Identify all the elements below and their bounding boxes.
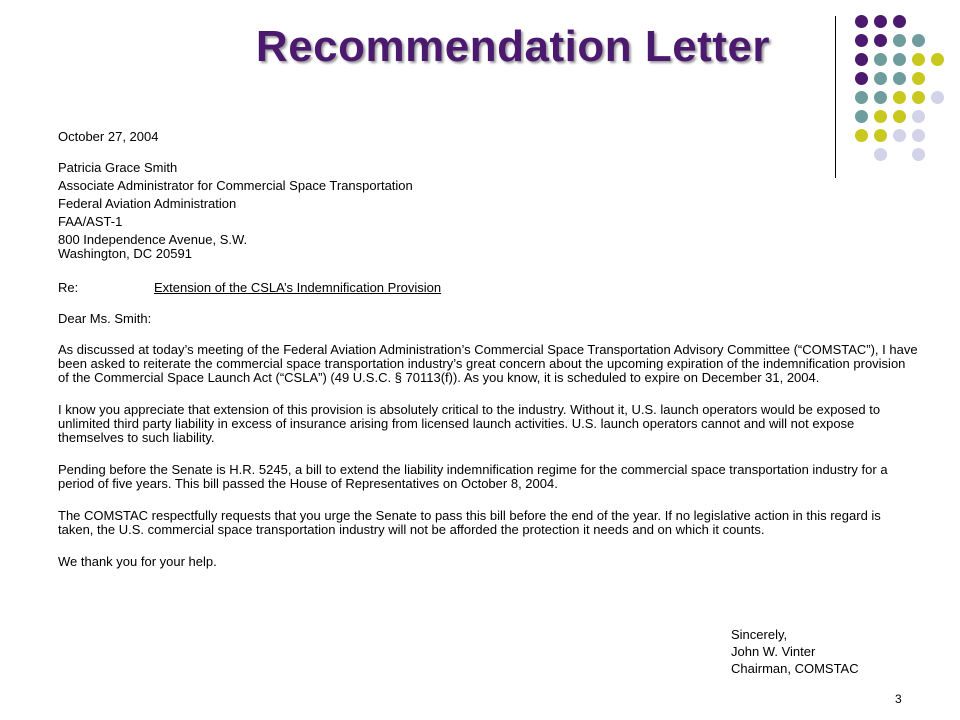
decor-dot: [893, 110, 906, 123]
decor-dot: [874, 91, 887, 104]
page-number: 3: [895, 692, 902, 706]
signer-name: John W. Vinter: [731, 644, 816, 659]
body-paragraph-4: The COMSTAC respectfully requests that you urge the Senate to pass this bill before the end of the year. If no legislative action in this regard is taken, the U.S. commercial space transportation industry will not be afforded the protection it needs and on which it counts.: [58, 508, 881, 537]
decor-dot: [874, 110, 887, 123]
decor-dot: [855, 110, 868, 123]
decor-dot: [874, 72, 887, 85]
thanks-line: We thank you for your help.: [58, 554, 217, 569]
re-line: [58, 281, 918, 295]
recipient-agency: Federal Aviation Administration: [58, 196, 237, 211]
body-paragraph-1: As discussed at today’s meeting of the Federal Aviation Administration’s Commercial Space Transportation Advisory Committee (“COMSTAC”), I have been asked to reiterate the commercial space transportation industry’s great concern about the upcoming expiration of the indemnification provision of the Commercial Space Launch Act (“CSLA”) (49 U.S.C. § 70113(f)). As you know, it is scheduled to expire on December 31, 2004.: [58, 342, 918, 385]
re-subject: Extension of the CSLA’s Indemnification Provision: [154, 280, 442, 295]
recipient-position: Associate Administrator for Commercial Space Transportation: [58, 178, 413, 193]
decor-dot: [893, 91, 906, 104]
decor-dot: [855, 72, 868, 85]
salutation: Dear Ms. Smith:: [58, 311, 152, 326]
decor-dot: [893, 72, 906, 85]
signer-title: Chairman, COMSTAC: [731, 661, 859, 676]
recipient-office: FAA/AST-1: [58, 214, 123, 229]
closing: Sincerely,: [731, 627, 788, 642]
decor-dot: [912, 72, 925, 85]
letter-date: October 27, 2004: [58, 129, 159, 144]
decor-dot: [912, 110, 925, 123]
body-paragraph-2: I know you appreciate that extension of this provision is absolutely critical to the industry. Without it, U.S. launch operators would be exposed to unlimited third party liability in excess of insurance arising from licensed launch activities. U.S. launch operators cannot and will not expose themselves to such liability.: [58, 402, 881, 445]
recipient-name: Patricia Grace Smith: [58, 160, 178, 175]
re-label: Re:: [58, 280, 79, 295]
recipient-street: 800 Independence Avenue, S.W.: [58, 232, 248, 247]
decor-dot: [855, 91, 868, 104]
signature-block: [731, 626, 859, 677]
decor-dot: [931, 91, 944, 104]
letter-body: [58, 130, 918, 569]
recipient-city: Washington, DC 20591: [58, 246, 192, 261]
body-paragraph-3: Pending before the Senate is H.R. 5245, a bill to extend the liability indemnification regime for the commercial space transportation industry for a period of five years. This bill passed the House of Representatives on October 8, 2004.: [58, 462, 888, 491]
slide-title: Recommendation Letter: [255, 22, 771, 71]
decor-dot: [912, 91, 925, 104]
